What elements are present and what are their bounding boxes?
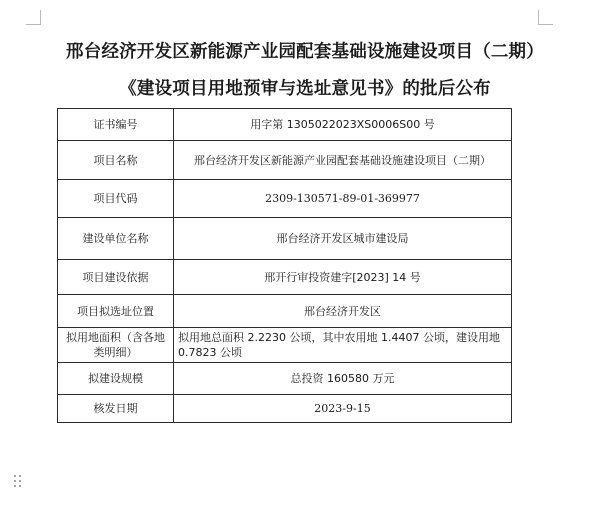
row-value: 邢台经济开发区 [174, 295, 512, 328]
row-label: 证书编号 [58, 109, 174, 141]
drag-handle-icon[interactable] [14, 475, 22, 491]
row-label: 项目代码 [58, 180, 174, 218]
row-label: 项目拟选址位置 [58, 295, 174, 328]
table-row-construction-basis [58, 260, 512, 295]
row-label: 项目名称 [58, 141, 174, 180]
row-value: 2309-130571-89-01-369977 [174, 180, 512, 218]
table-row-construction-unit [58, 218, 512, 260]
document-title-line-2: 《建设项目用地预审与选址意见书》的批后公布 [119, 79, 491, 99]
page-corner-mark-top-right [538, 10, 553, 25]
row-value: 总投资 160580 万元 [174, 363, 512, 395]
table-row-certificate-number [58, 109, 512, 141]
row-value: 2023-9-15 [174, 395, 512, 423]
table-row-project-name [58, 141, 512, 180]
table-row-project-code [58, 180, 512, 218]
row-value: 用字第 1305022023XS0006S00 号 [174, 109, 512, 141]
row-value: 拟用地总面积 2.2230 公顷，其中农用地 1.4407 公顷，建设用地 0.7823 公顷 [174, 328, 512, 363]
row-label: 建设单位名称 [58, 218, 174, 260]
row-label: 拟用地面积（含各地类明细） [58, 328, 174, 363]
document-title-line-1: 邢台经济开发区新能源产业园配套基础设施建设项目（二期） [66, 42, 544, 62]
approval-info-table [57, 108, 512, 423]
row-value: 邢台经济开发区城市建设局 [174, 218, 512, 260]
table-row-issue-date [58, 395, 512, 423]
page-corner-mark-top-left [26, 10, 41, 25]
row-value: 邢台经济开发区新能源产业园配套基础设施建设项目（二期） [174, 141, 512, 180]
table-row-site-location [58, 295, 512, 328]
row-label: 拟建设规模 [58, 363, 174, 395]
row-value: 邢开行审投资建字[2023] 14 号 [174, 260, 512, 295]
table-row-construction-scale [58, 363, 512, 395]
row-label: 核发日期 [58, 395, 174, 423]
table-row-land-area [58, 328, 512, 363]
row-label: 项目建设依据 [58, 260, 174, 295]
